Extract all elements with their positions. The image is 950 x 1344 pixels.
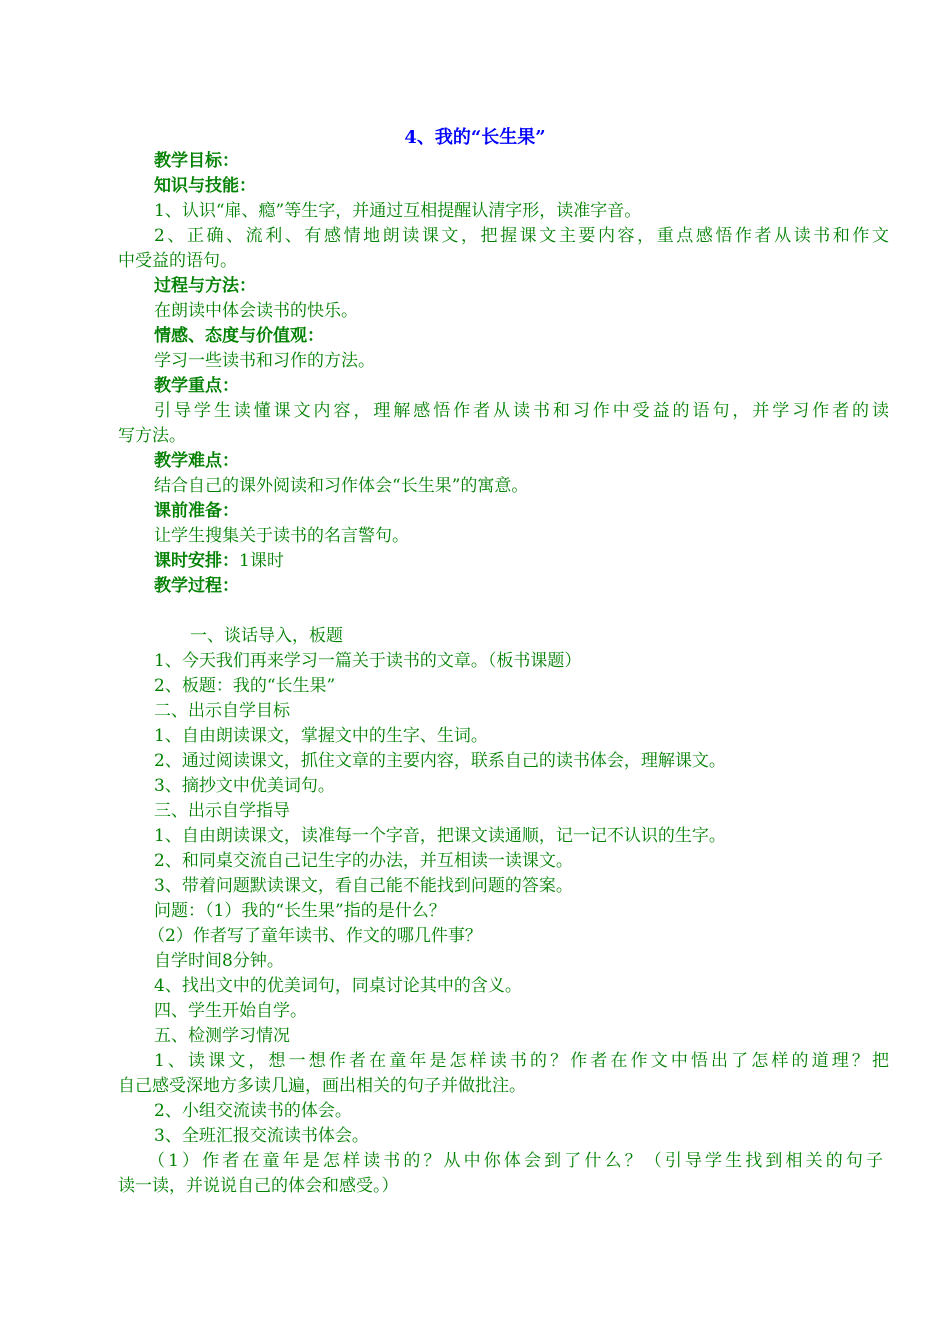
text-line: （1）作者在童年是怎样读书的？从中你体会到了什么？（引导学生找到相关的句子 bbox=[148, 1151, 883, 1171]
text-line: 3、摘抄文中优美词句。 bbox=[154, 776, 335, 796]
text-line: 4、找出文中的优美词句，同桌讨论其中的含义。 bbox=[154, 976, 522, 996]
text-line: 1、自由朗读课文，读准每一个字音，把课文读通顺，记一记不认识的生字。 bbox=[154, 826, 726, 846]
section-heading: 一、谈话导入，板题 bbox=[190, 626, 343, 646]
text-line: 自学时间8分钟。 bbox=[154, 951, 284, 971]
text-line: 让学生搜集关于读书的名言警句。 bbox=[154, 526, 409, 546]
text-line: 1、认识“扉、瘾”等生字，并通过互相提醒认清字形，读准字音。 bbox=[154, 201, 642, 221]
text-line: 问题：（1）我的“长生果”指的是什么？ bbox=[154, 901, 446, 921]
text-line: 结合自己的课外阅读和习作体会“长生果”的寓意。 bbox=[154, 476, 529, 496]
section-heading: 四、学生开始自学。 bbox=[154, 1001, 307, 1021]
text-line: 2、和同桌交流自己记生字的办法，并互相读一读课文。 bbox=[154, 851, 573, 871]
text-line: （2）作者写了童年读书、作文的哪几件事？ bbox=[148, 926, 482, 946]
schedule-value: 1课时 bbox=[239, 551, 284, 571]
text-line: 读一读，并说说自己的体会和感受。） bbox=[118, 1176, 399, 1196]
text-line: 2、板题：我的“长生果” bbox=[154, 676, 336, 696]
text-line: 1、读课文，想一想作者在童年是怎样读书的？作者在作文中悟出了怎样的道理？把 bbox=[154, 1051, 889, 1071]
heading-knowledge-skills: 知识与技能： bbox=[154, 176, 256, 196]
section-heading: 二、出示自学目标 bbox=[154, 701, 290, 721]
text-line: 3、带着问题默读课文，看自己能不能找到问题的答案。 bbox=[154, 876, 573, 896]
section-heading: 五、检测学习情况 bbox=[154, 1026, 290, 1046]
text-line: 在朗读中体会读书的快乐。 bbox=[154, 301, 358, 321]
text-line: 自己感受深地方多读几遍，画出相关的句子并做批注。 bbox=[118, 1076, 526, 1096]
text-line: 引导学生读懂课文内容，理解感悟作者从读书和习作中受益的语句，并学习作者的读 bbox=[154, 401, 889, 421]
text-line: 2、小组交流读书的体会。 bbox=[154, 1101, 352, 1121]
schedule-line bbox=[118, 549, 889, 574]
heading-difficulties: 教学难点： bbox=[154, 451, 239, 471]
text-line: 2、通过阅读课文，抓住文章的主要内容，联系自己的读书体会，理解课文。 bbox=[154, 751, 726, 771]
heading-teaching-goals: 教学目标： bbox=[154, 151, 239, 171]
heading-emotion-values: 情感、态度与价值观： bbox=[154, 326, 324, 346]
text-line: 3、全班汇报交流读书体会。 bbox=[154, 1126, 369, 1146]
text-line: 1、自由朗读课文，掌握文中的生字、生词。 bbox=[154, 726, 488, 746]
heading-teaching-process: 教学过程： bbox=[154, 576, 239, 596]
text-line: 中受益的语句。 bbox=[118, 251, 237, 271]
text-line: 学习一些读书和习作的方法。 bbox=[154, 351, 375, 371]
text-line: 1、今天我们再来学习一篇关于读书的文章。（板书课题） bbox=[154, 651, 582, 671]
heading-schedule: 课时安排： bbox=[154, 551, 239, 571]
text-line: 写方法。 bbox=[118, 426, 186, 446]
heading-key-points: 教学重点： bbox=[154, 376, 239, 396]
document-title: 4、我的“长生果” bbox=[404, 127, 546, 148]
heading-process-methods: 过程与方法： bbox=[154, 276, 256, 296]
section-heading: 三、出示自学指导 bbox=[154, 801, 290, 821]
text-line: 2、正确、流利、有感情地朗读课文，把握课文主要内容，重点感悟作者从读书和作文 bbox=[154, 226, 889, 246]
heading-preparation: 课前准备： bbox=[154, 501, 239, 521]
